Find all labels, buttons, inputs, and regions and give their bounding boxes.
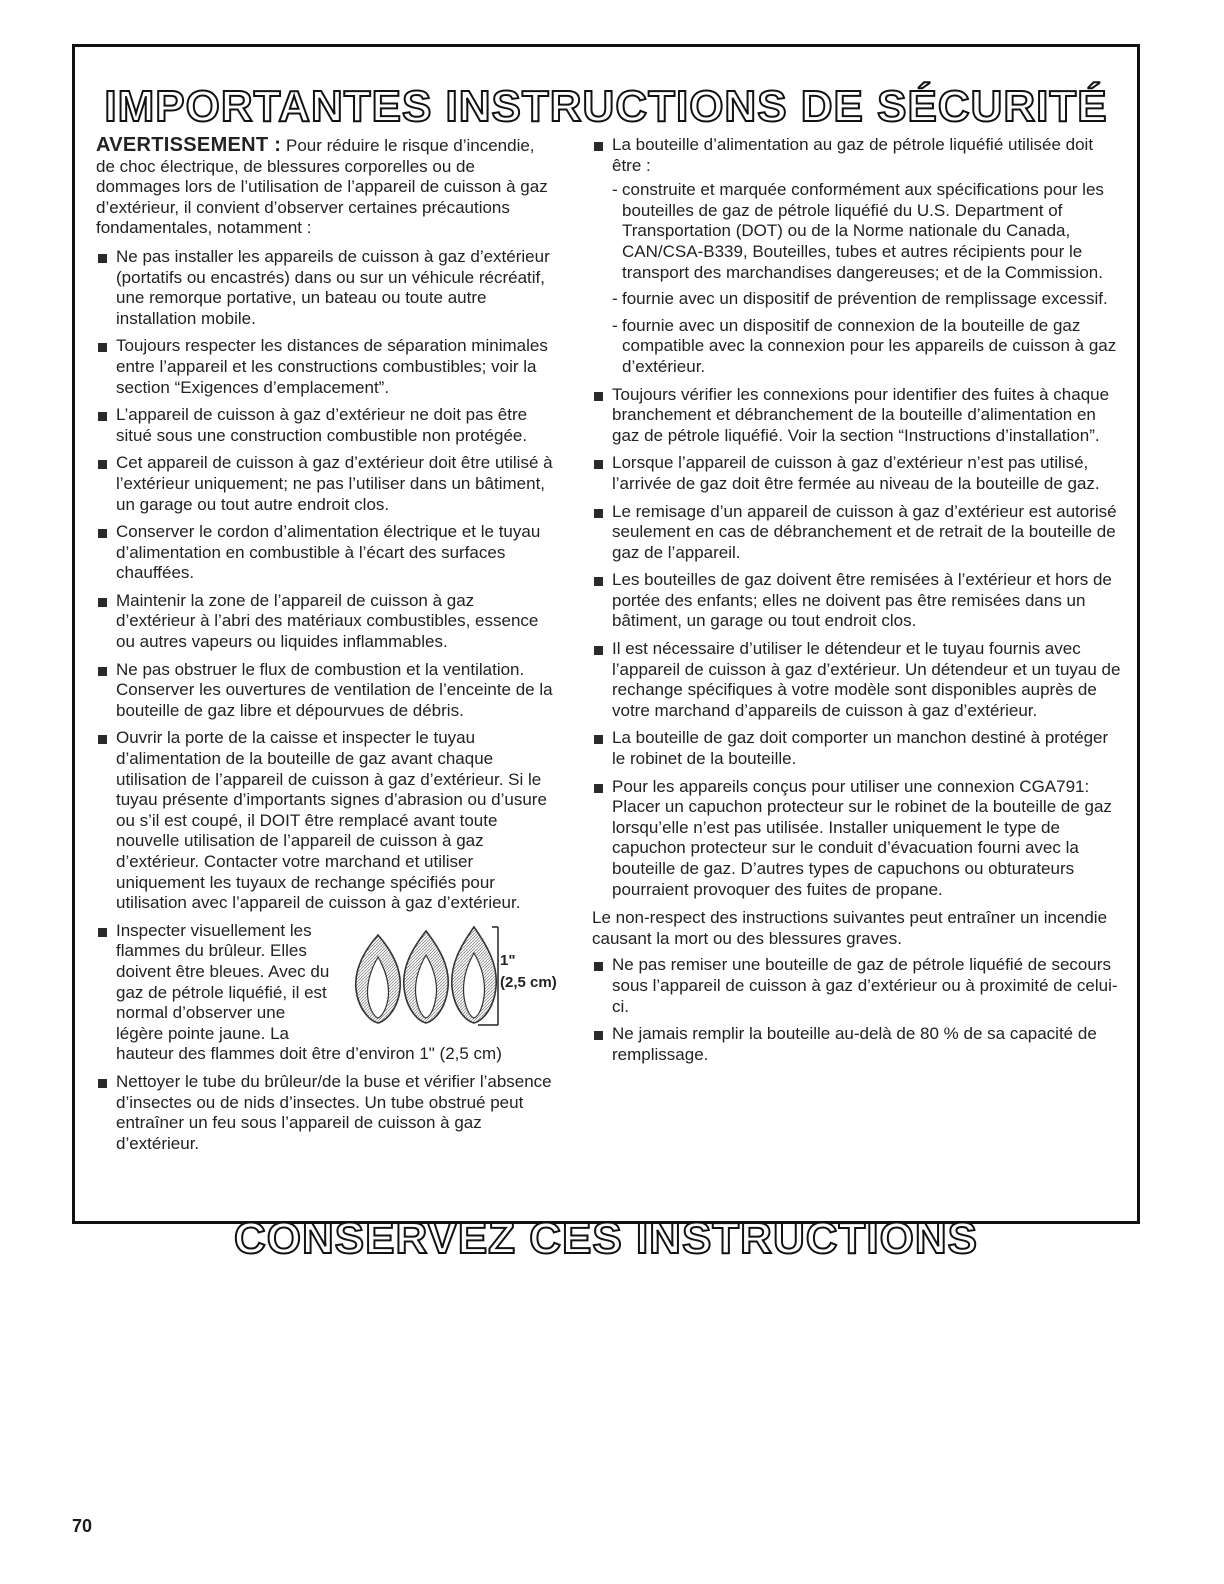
flame-1 [356,935,401,1023]
list-item: Les bouteilles de gaz doivent être remisées à l’extérieur et hors de portée des enfants; elles ne doivent pas être remisées dans un bâtiment, un garage ou tout endroit clos. [592,570,1122,632]
right-bullet-list [592,135,1122,900]
dash-item [612,180,1122,283]
flame-diagram [340,921,562,1033]
dash-item-text: construite et marquée conformément aux spécifications pour les bouteilles de gaz de pétrole liquéfié du U.S. Department of Transportation (DOT) ou de la Norme nationale du Canada, CAN/CSA-B339, Bouteilles, tubes et autres récipients pour le transport des marchandises dangereuses; et de la Commission. [622,180,1104,282]
dash-mark: - [612,289,618,309]
dash-item-text: fournie avec un dispositif de connexion de la bouteille de gaz compatible avec la connexion pour les appareils de cuisson à gaz d’extérieur. [622,315,1117,376]
list-item: La bouteille de gaz doit comporter un manchon destiné à protéger le robinet de la bouteille. [592,728,1122,769]
list-item-cylinder [592,135,1122,378]
list-item: Nettoyer le tube du brûleur/de la buse et vérifier l’absence d’insectes ou de nids d’insectes. Un tube obstrué peut entraîner un feu sous l’appareil de cuisson à gaz d’extérieur. [96,1072,556,1154]
left-bullet-list [96,247,556,1154]
dash-item-text: fournie avec un dispositif de prévention de remplissage excessif. [622,289,1108,309]
list-item: L’appareil de cuisson à gaz d’extérieur ne doit pas être situé sous une construction combustible non protégée. [96,405,556,446]
flame-2 [404,931,449,1023]
dash-item [612,316,1122,378]
right-column [592,135,1122,1072]
flame-height-inches: 1" [500,951,516,969]
list-item: Conserver le cordon d’alimentation électrique et le tuyau d’alimentation en combustible à l’écart des surfaces chauffées. [96,522,556,584]
list-item: Ne pas obstruer le flux de combustion et la ventilation. Conserver les ouvertures de ventilation de l’enceinte de la bouteille de gaz libre et dépourvues de débris. [96,660,556,722]
list-item: Ne pas remiser une bouteille de gaz de pétrole liquéfié de secours sous l’appareil de cuisson à gaz d’extérieur ou à proximité de celui-ci. [592,955,1122,1017]
left-column [96,135,556,1161]
warning-paragraph [96,135,556,239]
list-item: Toujours respecter les distances de séparation minimales entre l’appareil et les constructions combustibles; voir la section “Exigences d’emplacement”. [96,336,556,398]
dash-item [612,289,1122,310]
page-title: IMPORTANTES INSTRUCTIONS DE SÉCURITÉ [104,82,1108,131]
warning-label: AVERTISSEMENT : [96,134,282,156]
list-item: Toujours vérifier les connexions pour identifier des fuites à chaque branchement et débranchement de la bouteille d’alimentation en gaz de pétrole liquéfié. Voir la section “Instructions d’installation”. [592,385,1122,447]
list-item: Pour les appareils conçus pour utiliser une connexion CGA791: Placer un capuchon protecteur sur le robinet de la bouteille de gaz lorsqu’elle n’est pas utilisée. Installer uniquement le type de capuchon protecteur sur le conduit d’évacuation fourni avec la bouteille de gaz. D’autres types de capuchons ou obturateurs pourraient provoquer des fuites de propane. [592,777,1122,901]
page-number: 70 [72,1516,93,1536]
footer-title: CONSERVEZ CES INSTRUCTIONS [234,1214,978,1263]
dash-mark: - [612,180,618,200]
list-item: Ouvrir la porte de la caisse et inspecter le tuyau d’alimentation de la bouteille de gaz avant chaque utilisation de l’appareil de cuisson à gaz d’extérieur. Si le tuyau présente d’importants signes d’abrasion ou d’usure ou s’il est coupé, il DOIT être remplacé avant toute nouvelle utilisation de l’appareil de cuisson à gaz d’extérieur. Contacter votre marchand et utiliser uniquement les tuyaux de rechange spécifiés pour utilisation avec l’appareil de cuisson à gaz d’extérieur. [96,728,556,913]
dash-mark: - [612,315,618,335]
cylinder-requirement-text: La bouteille d’alimentation au gaz de pétrole liquéfié utilisée doit être : [612,135,1094,175]
warning-text: Pour réduire le risque d’incendie, de choc électrique, de blessures corporelles ou de dommages lors de l’utilisation de l’appareil de cuisson à gaz d’extérieur, il convient d’observer certaines précautions fondamentales, notamment : [96,136,548,238]
list-item: Maintenir la zone de l’appareil de cuisson à gaz d’extérieur à l’abri des matériaux combustibles, essence ou autres vapeurs ou liquides inflammables. [96,591,556,653]
list-item: Ne jamais remplir la bouteille au-delà de 80 % de sa capacité de remplissage. [592,1024,1122,1065]
list-item-flames [96,921,556,1065]
flame-height-cm: (2,5 cm) [500,973,557,991]
hazard-note: Le non-respect des instructions suivantes peut entraîner un incendie causant la mort ou des blessures graves. [592,908,1108,948]
flame-item-text: Inspecter visuellement les flammes du brûleur. Elles doivent être bleues. Avec du gaz de pétrole liquéfié, il est normal d’observer une légère pointe jaune. La hauteur des flammes doit être d’environ 1" (2,5 cm) [116,920,502,1064]
list-item: Lorsque l’appareil de cuisson à gaz d’extérieur n’est pas utilisé, l’arrivée de gaz doit être fermée au niveau de la bouteille de gaz. [592,453,1122,494]
list-item: Le remisage d’un appareil de cuisson à gaz d’extérieur est autorisé seulement en cas de débranchement et de retrait de la bouteille de gaz de l’appareil. [592,502,1122,564]
list-item: Cet appareil de cuisson à gaz d’extérieur doit être utilisé à l’extérieur uniquement; ne pas l’utiliser dans un bâtiment, un garage ou tout autre endroit clos. [96,453,556,515]
list-item: Il est nécessaire d’utiliser le détendeur et le tuyau fournis avec l’appareil de cuisson à gaz d’extérieur. Un détendeur et un tuyau de rechange spécifiques à votre modèle sont disponibles auprès de votre marchand d’appareils de cuisson à gaz d’extérieur. [592,639,1122,721]
dash-list [612,180,1122,377]
right-bullet-list-2 [592,955,1122,1065]
flame-3 [452,927,497,1023]
list-item: Ne pas installer les appareils de cuisson à gaz d’extérieur (portatifs ou encastrés) dans ou sur un véhicule récréatif, une remorque portative, un bateau ou toute autre installation mobile. [96,247,556,329]
